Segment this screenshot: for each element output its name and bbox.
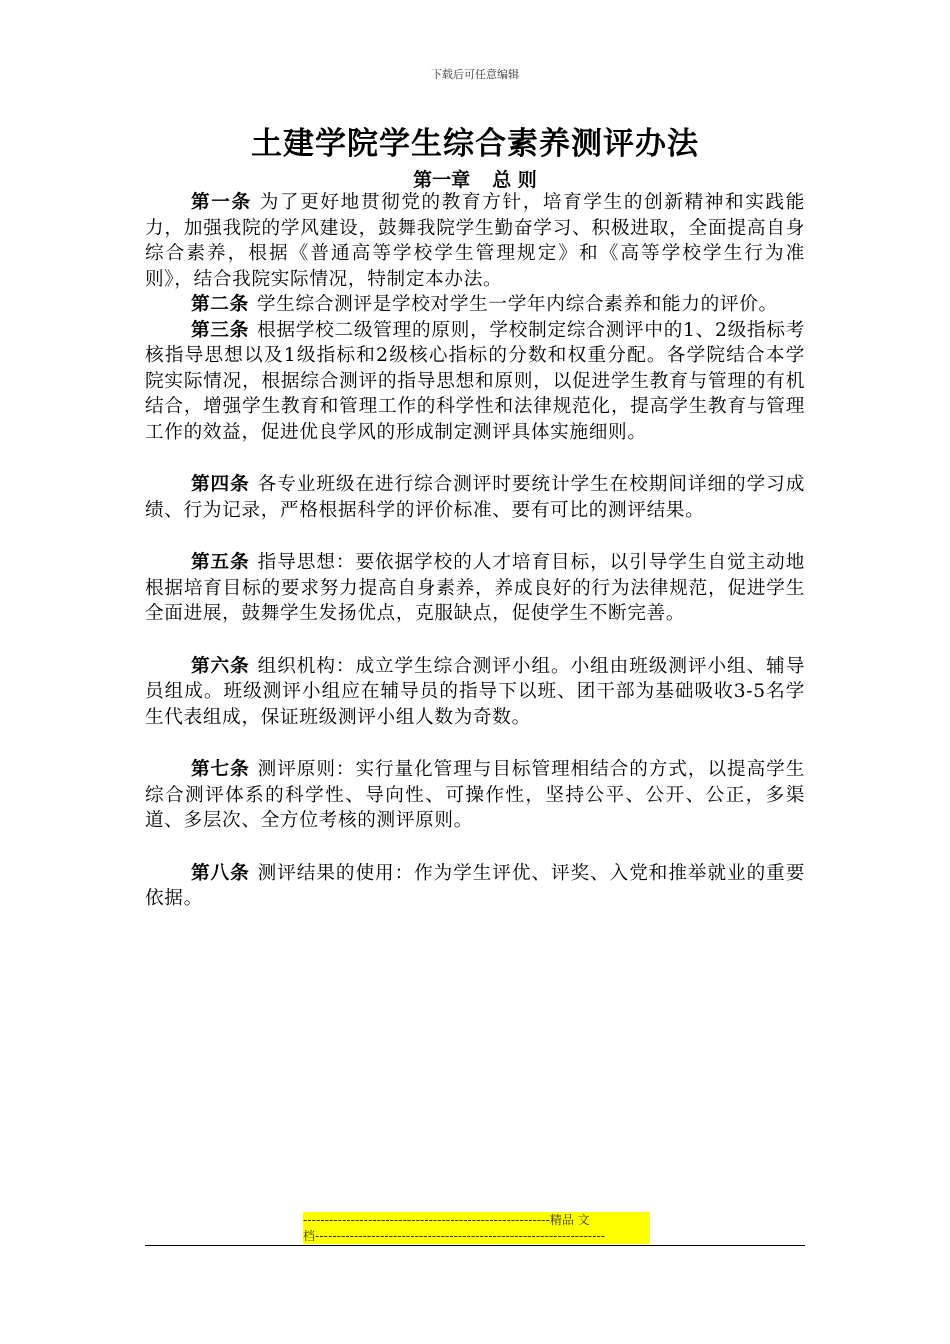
- article-number: 第三条: [191, 319, 250, 341]
- article-text: 学生综合测评是学校对学生一学年内综合素养和能力的评价。: [256, 294, 778, 315]
- article-2: [145, 292, 805, 318]
- article-text: 组织机构：成立学生综合测评小组。小组由班级测评小组、辅导员组成。班级测评小组应在辅导员的指导下以班、团干部为基础吸收3-5名学生代表组成，保证班级测评小组人数为奇数。: [145, 655, 805, 728]
- article-7: [145, 757, 805, 834]
- article-number: 第六条: [191, 655, 250, 677]
- article-number: 第一条: [191, 192, 252, 213]
- article-number: 第七条: [191, 759, 250, 780]
- article-1: [145, 190, 805, 292]
- chapter-name: 总 则: [492, 169, 537, 191]
- article-text: 指导思想：要依据学校的人才培育目标，以引导学生自觉主动地根据培育目标的要求努力提高自身素养，养成良好的行为法律规范，促进学生全面进展，鼓舞学生发扬优点，克服缺点，促使学生不断完善。: [145, 552, 805, 624]
- document-title: 土建学院学生综合素养测评办法: [251, 126, 699, 162]
- article-text: 为了更好地贯彻党的教育方针，培育学生的创新精神和实践能力，加强我院的学风建设，鼓舞我院学生勤奋学习、积极进取，全面提高自身综合素养，根据《普通高等学校学生管理规定》和《高等学校学生行为准则》，结合我院实际情况，特制定本办法。: [145, 192, 805, 290]
- footer-watermark: [303, 1212, 650, 1244]
- footer-line-2: 档-------------------------------------------------------------------: [303, 1228, 650, 1244]
- article-number: 第四条: [191, 474, 250, 495]
- article-number: 第八条: [191, 862, 250, 884]
- article-text: 根据学校二级管理的原则，学校制定综合测评中的1、2级指标考核指导思想以及1级指标和2级核心指标的分数和权重分配。各学院结合本学院实际情况，根据综合测评的指导思想和原则，以促进学生教育与管理的有机结合，增强学生教育和管理工作的科学性和法律规范化，提高学生教育与管理工作的效益，促进优良学风的形成制定测评具体实施细则。: [145, 319, 805, 443]
- article-5: [145, 550, 805, 627]
- article-3: [145, 318, 805, 446]
- document-body: [145, 190, 805, 912]
- article-number: 第二条: [191, 294, 249, 315]
- footer-line-1: ---------------------------------------------------------精品 文: [303, 1212, 650, 1228]
- chapter-number: 第一章: [413, 169, 471, 191]
- article-6: [145, 654, 805, 731]
- footer-divider: [145, 1245, 805, 1246]
- header-note: 下载后可任意编辑: [431, 68, 519, 81]
- article-text: 测评结果的使用：作为学生评优、评奖、入党和推举就业的重要依据。: [145, 862, 805, 909]
- article-4: [145, 472, 805, 523]
- article-8: [145, 861, 805, 912]
- article-number: 第五条: [191, 552, 250, 573]
- article-text: 各专业班级在进行综合测评时要统计学生在校期间详细的学习成绩、行为记录，严格根据科学的评价标准、要有可比的测评结果。: [145, 474, 805, 521]
- article-text: 测评原则：实行量化管理与目标管理相结合的方式，以提高学生综合测评体系的科学性、导向性、可操作性，坚持公平、公开、公正，多渠道、多层次、全方位考核的测评原则。: [145, 759, 805, 831]
- chapter-heading: [0, 165, 950, 192]
